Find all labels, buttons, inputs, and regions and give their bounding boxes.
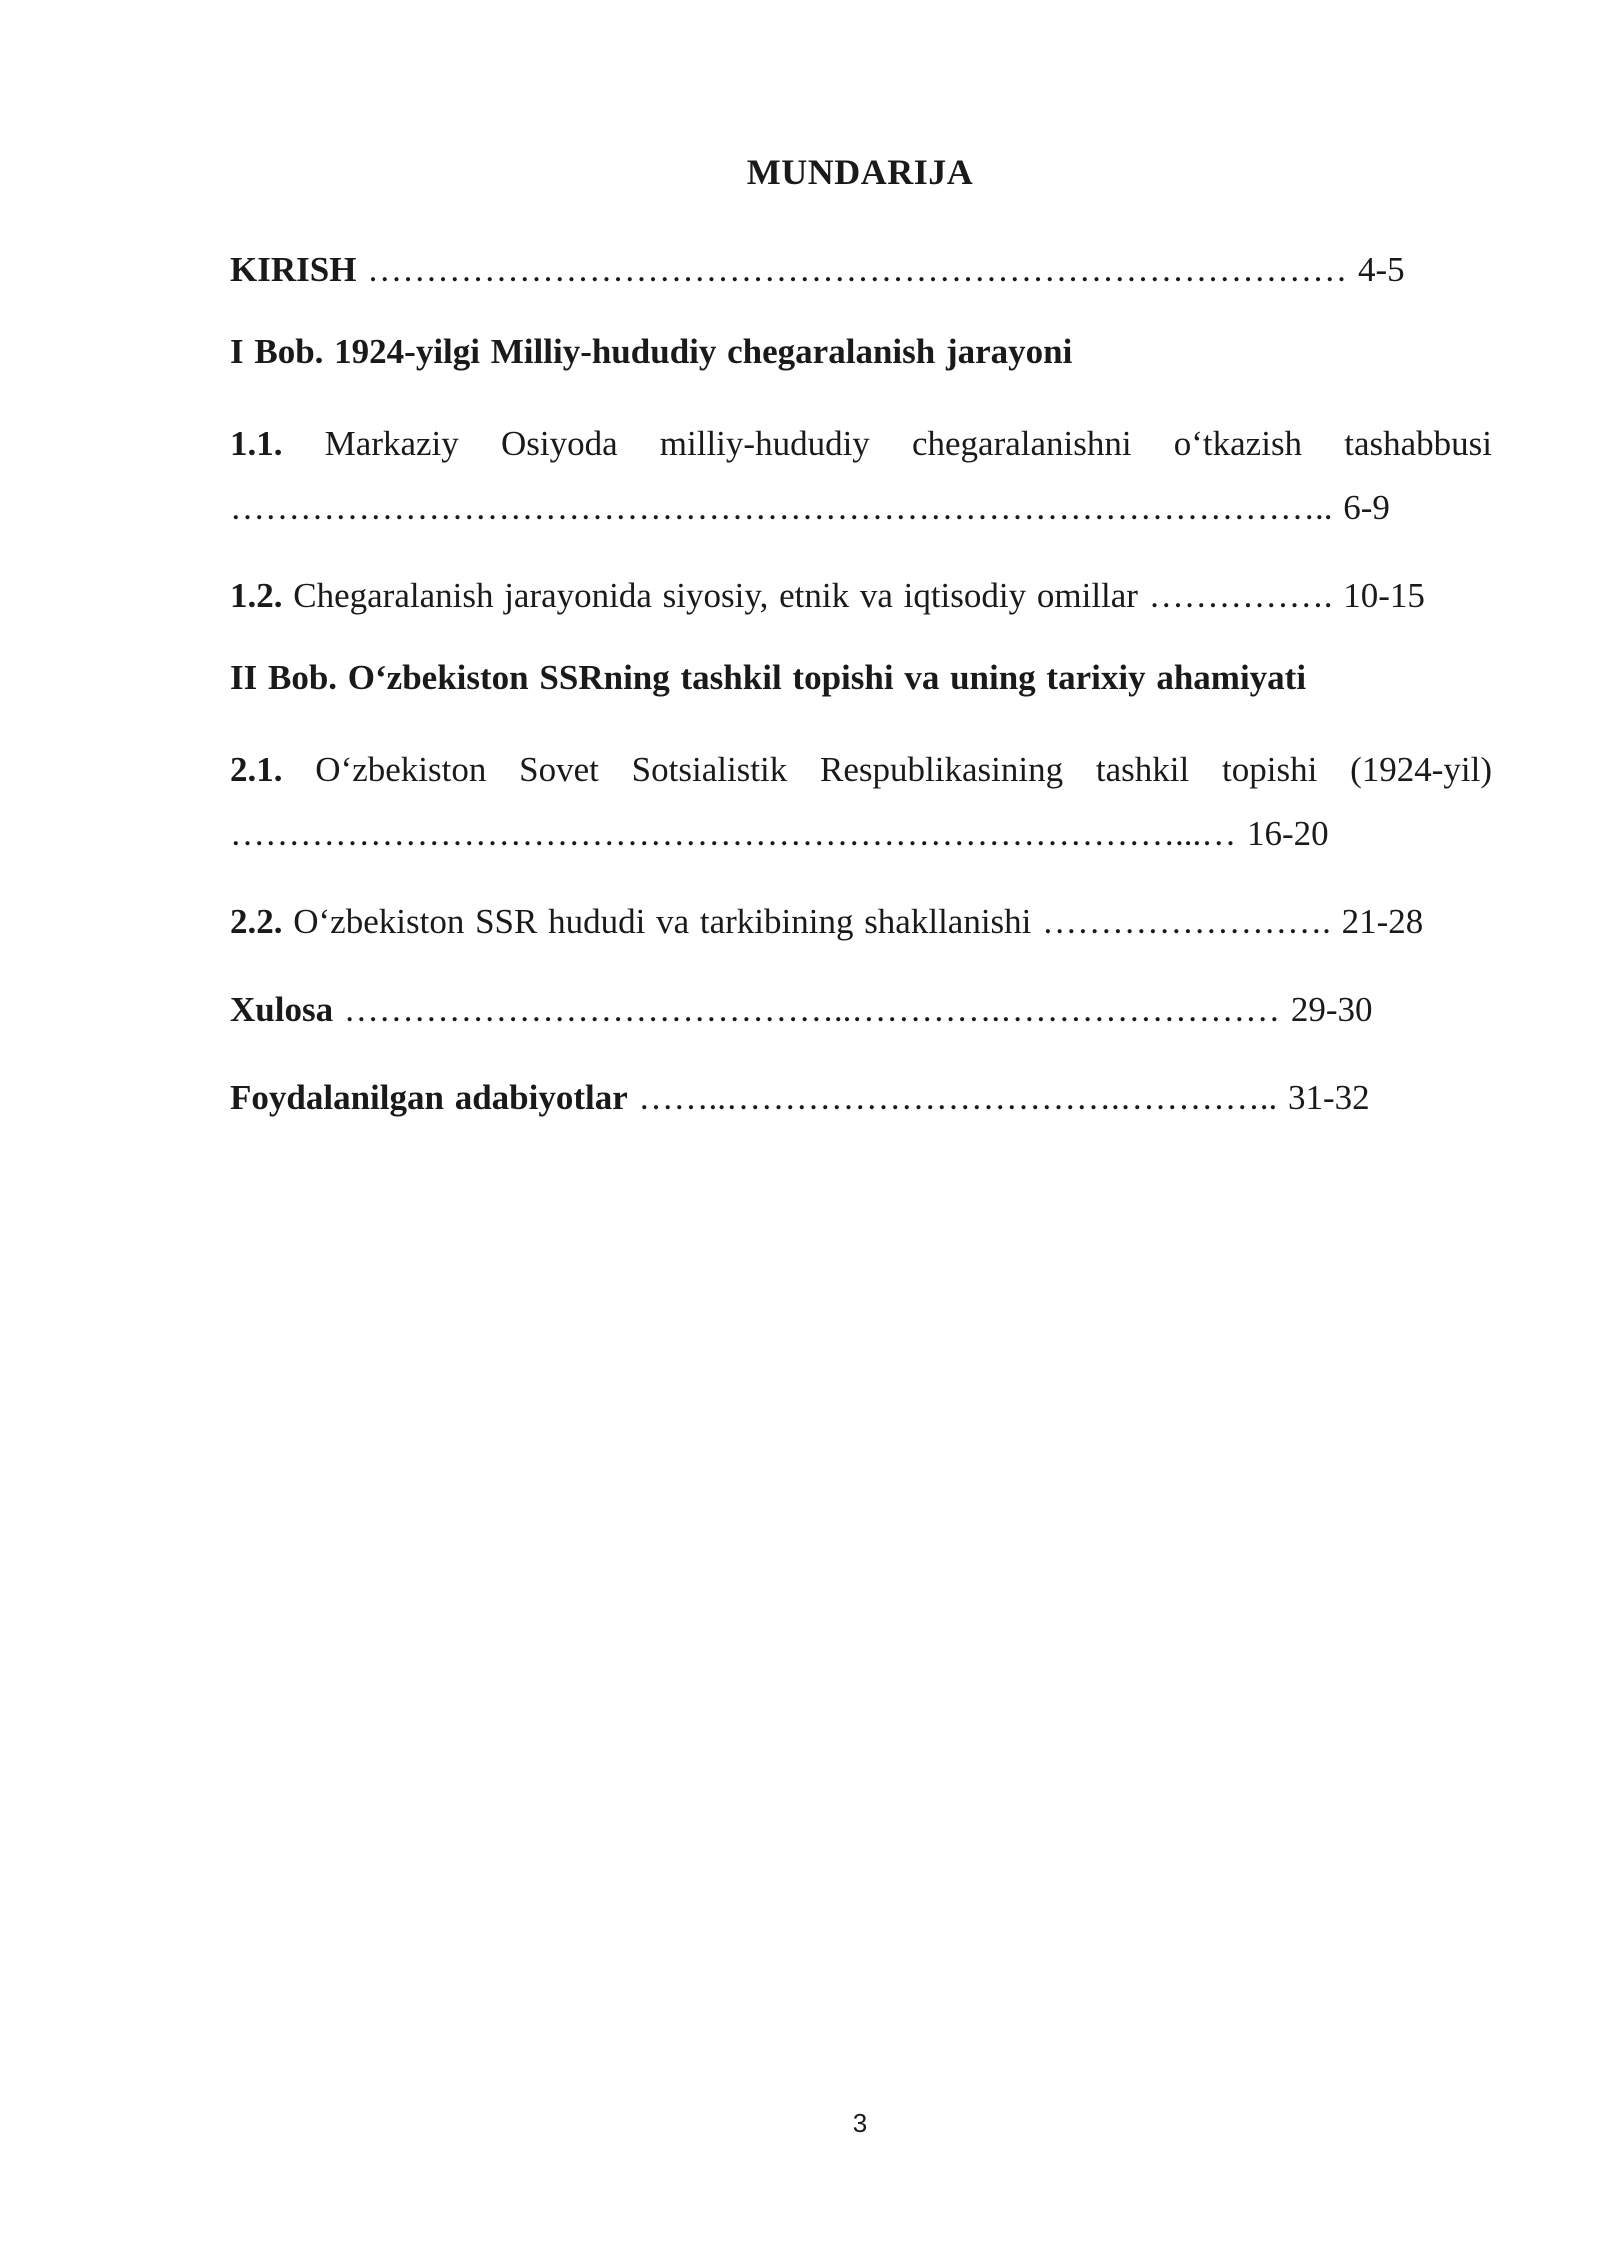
toc-leader-dots: ……………. <box>1148 576 1344 615</box>
toc-entry-label: Foydalanilgan adabiyotlar <box>230 1078 628 1117</box>
toc-entry-label: KIRISH <box>230 250 357 289</box>
section-title: Chegaralanish jarayonida siyosiy, etnik va iqtisodiy omillar <box>282 576 1149 615</box>
toc-entry-2-2 <box>230 890 1492 954</box>
section-number: 2.2. <box>230 902 283 941</box>
toc-leader-dots: ………………………………………………………………………………….. <box>230 488 1333 527</box>
section-number: 1.1. <box>230 424 283 463</box>
toc-chapter-1 <box>230 326 1492 378</box>
toc-leader-dots: ……..…………………………….………….. <box>627 1078 1289 1117</box>
toc-leader-dots: ……………………. <box>1042 902 1342 941</box>
toc-leader-dots: ………………………………………………………………………… <box>356 250 1358 289</box>
toc-entry-2-1 <box>230 738 1492 866</box>
toc-entry-label: Xulosa <box>230 990 334 1029</box>
section-number: 2.1. <box>230 750 283 789</box>
toc-page-range: 10-15 <box>1343 576 1425 615</box>
toc-page-range: 29-30 <box>1290 990 1373 1029</box>
toc-page-range: 4-5 <box>1357 250 1405 289</box>
toc-page-range: 31-32 <box>1288 1078 1370 1117</box>
toc-leader-dots: ………………………………………………………………………...… <box>230 814 1247 853</box>
page-number: 3 <box>852 2108 868 2138</box>
section-title: Markaziy Osiyoda milliy-hududiy chegaralanishni o‘tkazish tashabbusi <box>282 424 1492 463</box>
page-title: MUNDARIJA <box>746 152 974 192</box>
toc-leader-dots: ……………………………………..………….…………………… <box>333 990 1291 1029</box>
toc-entry-kirish <box>230 238 1492 302</box>
section-title: O‘zbekiston Sovet Sotsialistik Respublikasining tashkil topishi (1924-yil) <box>282 750 1492 789</box>
chapter-heading: II Bob. O‘zbekiston SSRning tashkil topishi va uning tarixiy ahamiyati <box>230 658 1307 697</box>
table-of-contents <box>230 238 1492 1154</box>
toc-page-range: 6-9 <box>1332 488 1390 527</box>
toc-entry-1-1 <box>230 412 1492 540</box>
toc-entry-xulosa <box>230 978 1492 1042</box>
toc-entry-1-2 <box>230 564 1492 628</box>
toc-entry-adabiyotlar <box>230 1066 1492 1130</box>
toc-page-range: 16-20 <box>1247 814 1329 853</box>
section-title: O‘zbekiston SSR hududi va tarkibining shakllanishi <box>282 902 1043 941</box>
toc-chapter-2 <box>230 652 1492 704</box>
chapter-heading: I Bob. 1924-yilgi Milliy-hududiy chegaralanish jarayoni <box>230 332 1073 371</box>
toc-page-range: 21-28 <box>1341 902 1424 941</box>
section-number: 1.2. <box>230 576 283 615</box>
